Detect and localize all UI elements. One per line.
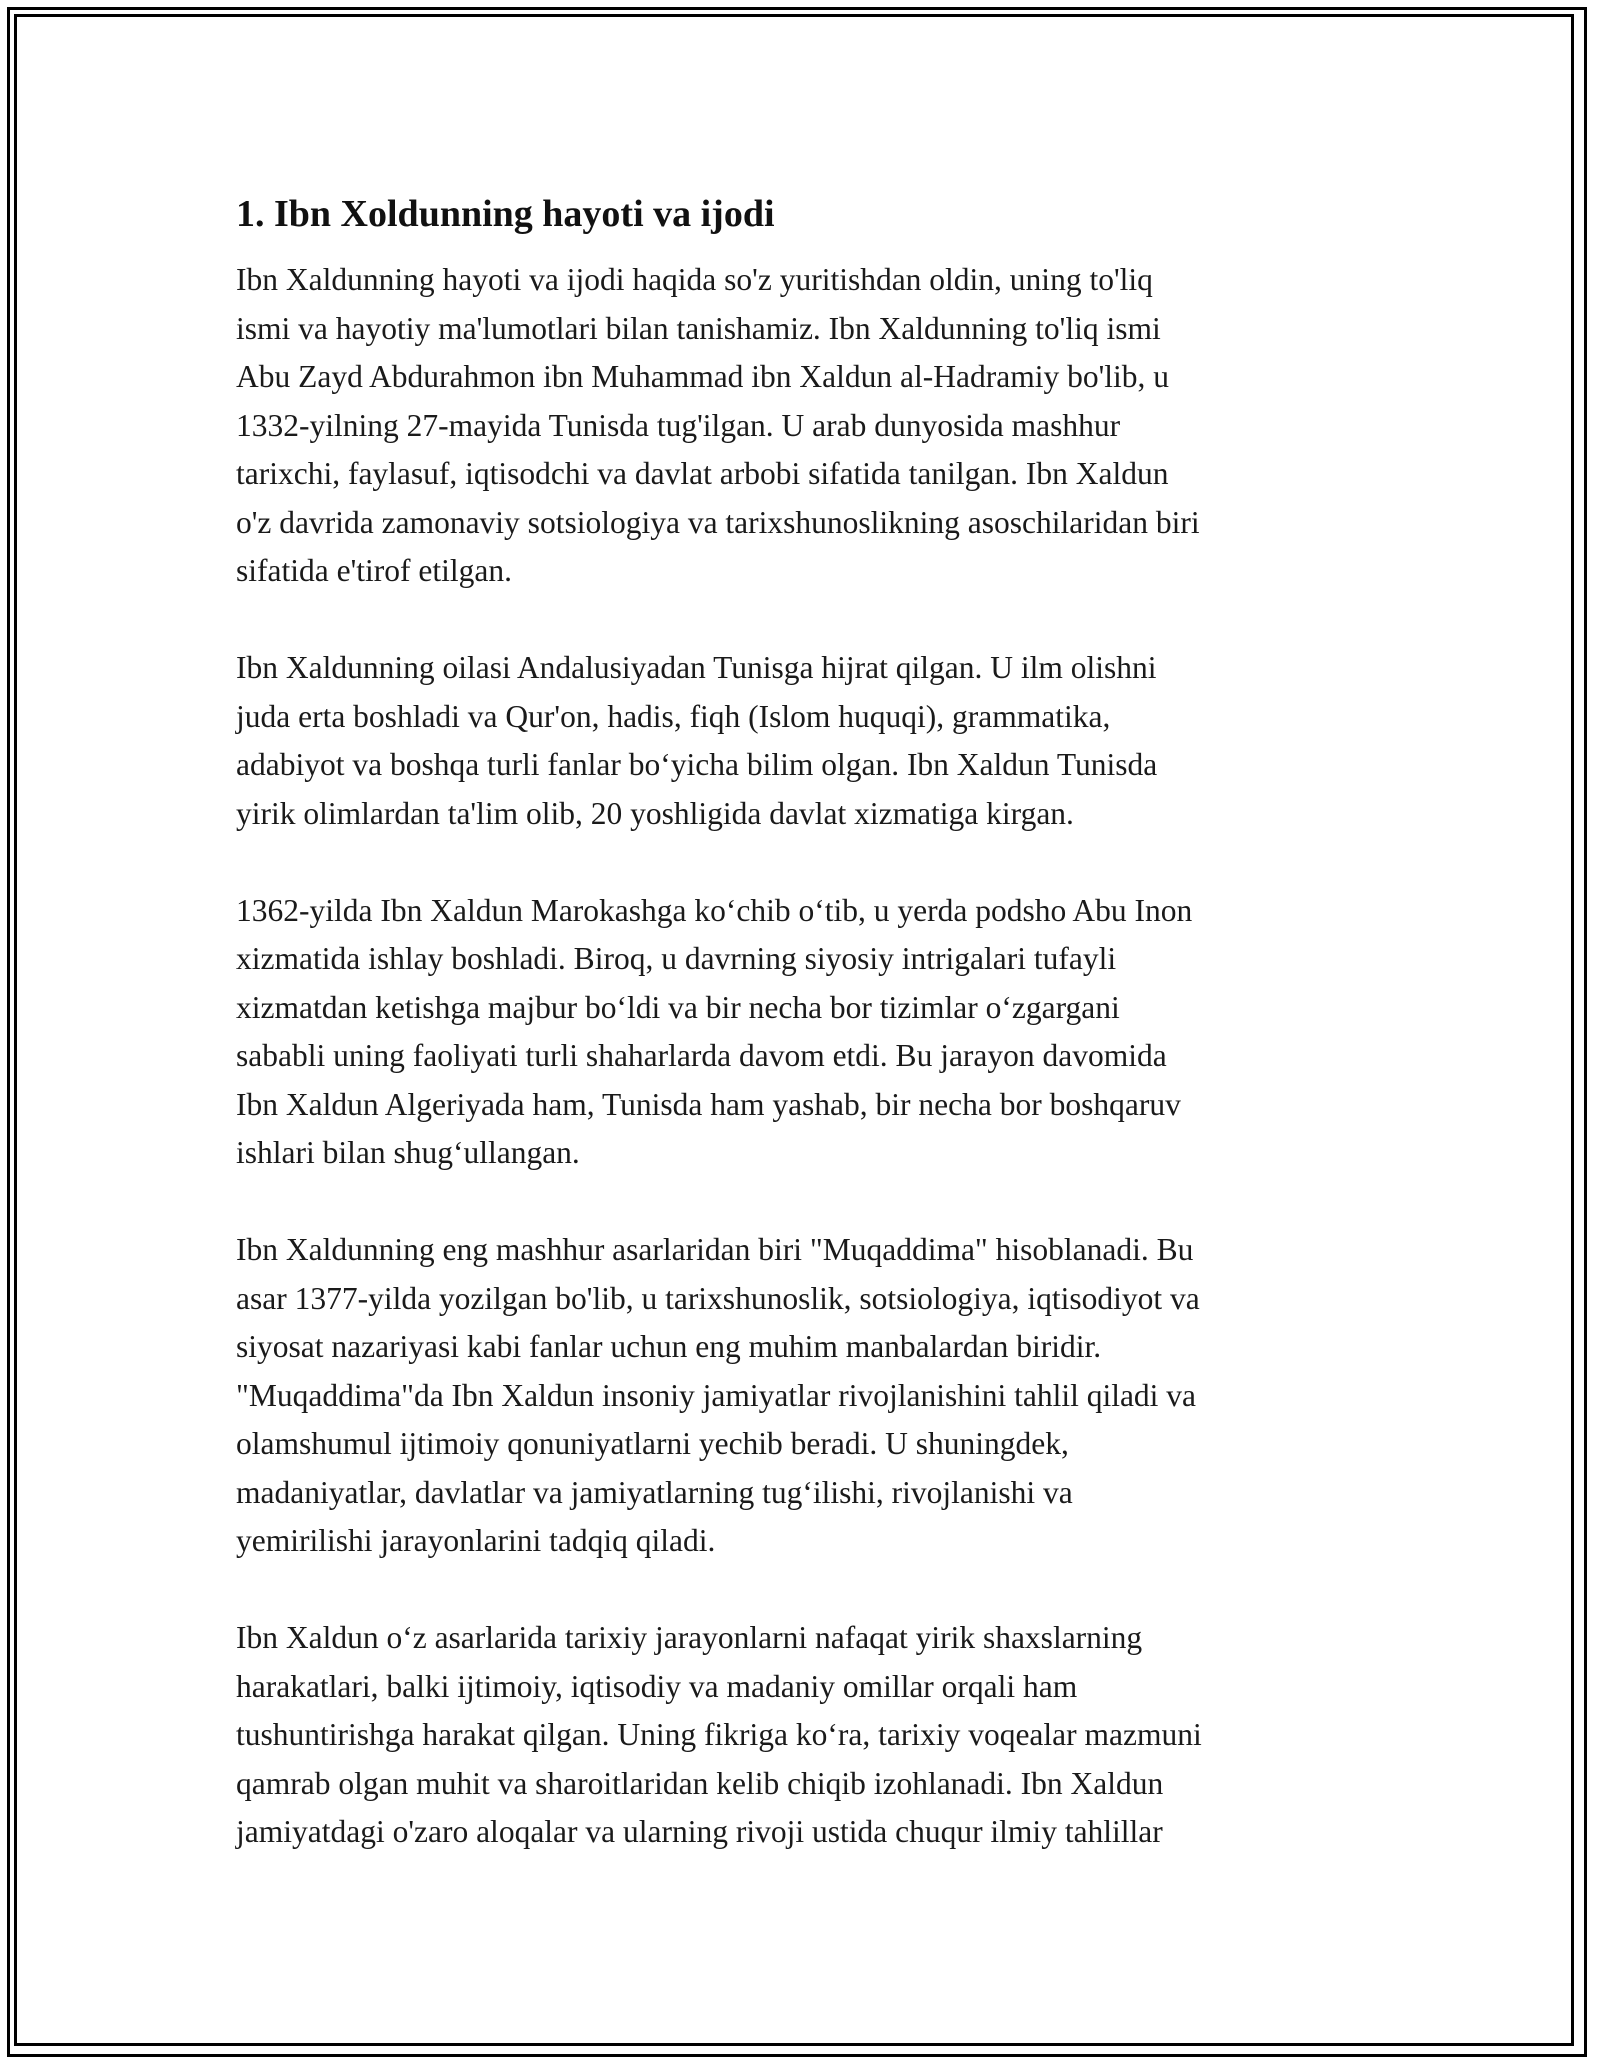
text-line: ishlari bilan shug‘ullangan.: [236, 1135, 580, 1170]
text-line: yirik olimlardan ta'lim olib, 20 yoshligida davlat xizmatiga kirgan.: [236, 795, 1074, 831]
text-line: Abu Zayd Abdurahmon ibn Muhammad ibn Xaldun al-Hadramiy bo'lib, u: [236, 359, 1170, 394]
document-body: [236, 188, 1376, 1905]
text-line: siyosat nazariyasi kabi fanlar uchun eng muhim manbalardan biridir.: [236, 1329, 1102, 1364]
text-line: ismi va hayotiy ma'lumotlari bilan tanishamiz. Ibn Xaldunning to'liq ismi: [236, 310, 1161, 346]
text-line: madaniyatlar, davlatlar va jamiyatlarning tug‘ilishi, rivojlanishi va: [236, 1474, 1073, 1510]
text-line: 1332-yilning 27-mayida Tunisda tug'ilgan. U arab dunyosida mashhur: [236, 407, 1121, 443]
section-heading: 1. Ibn Xoldunning hayoti va ijodi: [236, 193, 775, 235]
text-line: Ibn Xaldunning eng mashhur asarlaridan biri "Muqaddima" hisoblanadi. Bu: [236, 1232, 1194, 1267]
text-line: qamrab olgan muhit va sharoitlaridan kelib chiqib izohlanadi. Ibn Xaldun: [236, 1765, 1164, 1801]
text-line: sifatida e'tirof etilgan.: [236, 553, 512, 588]
text-line: juda erta boshladi va Qur'on, hadis, fiqh (Islom huquqi), grammatika,: [236, 698, 1111, 734]
text-line: Ibn Xaldun o‘z asarlarida tarixiy jarayonlarni nafaqat yirik shaxslarning: [236, 1620, 1143, 1655]
paragraph: [236, 1614, 1376, 1857]
paragraph: [236, 256, 1376, 596]
text-line: "Muqaddima"da Ibn Xaldun insoniy jamiyatlar rivojlanishini tahlil qiladi va: [236, 1377, 1197, 1413]
text-line: jamiyatdagi o'zaro aloqalar va ularning rivoji ustida chuqur ilmiy tahlillar: [236, 1814, 1163, 1849]
text-line: Ibn Xaldunning hayoti va ijodi haqida so'z yuritishdan oldin, uning to'liq: [236, 262, 1153, 297]
paragraph: [236, 1226, 1376, 1566]
paragraph: [236, 644, 1376, 838]
text-line: sababli uning faoliyati turli shaharlarda davom etdi. Bu jarayon davomida: [236, 1038, 1167, 1073]
text-line: olamshumul ijtimoiy qonuniyatlarni yechib beradi. U shuningdek,: [236, 1426, 1069, 1461]
text-line: 1362-yilda Ibn Xaldun Marokashga ko‘chib o‘tib, u yerda podsho Abu Inon: [236, 892, 1193, 928]
text-line: xizmatdan ketishga majbur bo‘ldi va bir necha bor tizimlar o‘zgargani: [236, 989, 1120, 1025]
text-line: xizmatida ishlay boshladi. Biroq, u davrning siyosiy intrigalari tufayli: [236, 941, 1117, 976]
text-line: Ibn Xaldunning oilasi Andalusiyadan Tunisga hijrat qilgan. U ilm olishni: [236, 650, 1157, 685]
text-line: harakatlari, balki ijtimoiy, iqtisodiy va madaniy omillar orqali ham: [236, 1668, 1078, 1704]
text-line: Ibn Xaldun Algeriyada ham, Tunisda ham yashab, bir necha bor boshqaruv: [236, 1086, 1181, 1122]
text-line: yemirilishi jarayonlarini tadqiq qiladi.: [236, 1523, 716, 1558]
text-line: tarixchi, faylasuf, iqtisodchi va davlat arbobi sifatida tanilgan. Ibn Xaldun: [236, 456, 1169, 491]
text-line: asar 1377-yilda yozilgan bo'lib, u tarixshunoslik, sotsiologiya, iqtisodiyot va: [236, 1280, 1200, 1316]
text-line: tushuntirishga harakat qilgan. Uning fikriga ko‘ra, tarixiy voqealar mazmuni: [236, 1717, 1202, 1752]
paragraph: [236, 887, 1376, 1178]
text-line: o'z davrida zamonaviy sotsiologiya va tarixshunoslikning asoschilaridan biri: [236, 504, 1200, 540]
text-line: adabiyot va boshqa turli fanlar bo‘yicha bilim olgan. Ibn Xaldun Tunisda: [236, 747, 1158, 782]
paragraph-container: [236, 256, 1376, 1857]
